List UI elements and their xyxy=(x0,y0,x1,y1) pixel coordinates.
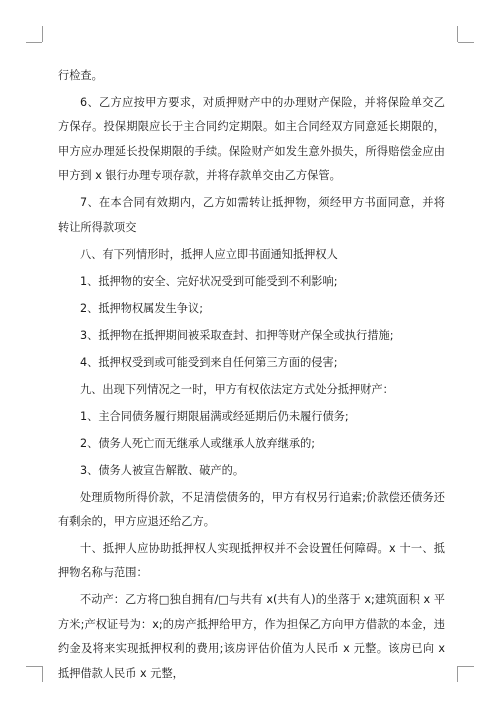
crop-mark-top-right xyxy=(458,42,474,43)
crop-mark-top-left xyxy=(42,26,43,42)
paragraph: 行检查。 xyxy=(58,69,103,82)
crop-mark-bottom-left xyxy=(26,666,42,667)
paragraph: 1、抵押物的安全、完好状况受到可能受到不利影响; xyxy=(80,274,338,288)
paragraph: 1、主合同债务履行期限届满或经延期后仍未履行债务; xyxy=(80,409,349,423)
crop-mark-top-left xyxy=(26,42,42,43)
crop-mark-bottom-left xyxy=(42,666,43,682)
paragraph: 九、出现下列情况之一时，甲方有权依法定方式处分抵押财产： xyxy=(80,382,394,396)
crop-mark-top-right xyxy=(457,26,458,42)
paragraph: 7、在本合同有效期内，乙方如需转让抵押物，须经甲方书面同意，并将转让所得款项交 xyxy=(58,196,445,234)
paragraph: 3、债务人被宣告解散、破产的。 xyxy=(80,463,245,477)
paragraph: 4、抵押权受到或可能受到来自任何第三方面的侵害; xyxy=(80,355,338,369)
paragraph: 十、抵押人应协助抵押权人实现抵押权并不会设置任何障碍。x 十一、抵押物名称与范围： xyxy=(58,542,445,580)
paragraph: 3、抵押物在抵押期间被采取查封、扣押等财产保全或执行措施; xyxy=(80,328,394,342)
paragraph: 不动产：乙方将□独自拥有/□与共有 x(共有人)的坐落于 x;建筑面积 x 平方米;产权证号为：x;的房产抵押给甲方，作为担保乙方向甲方借款的本金，违约金及将来实现抵押权利的费用;该房评估价值为人民币 x 元整。该房已向 x 抵押借款人民币 x 元整， xyxy=(58,593,445,680)
paragraph: 6、乙方应按甲方要求，对质押财产中的办理财产保险，并将保险单交乙方保存。投保期限应长于主合同约定期限。如主合同经双方同意延长期限的，甲方应办理延长投保期限的手续。保险财产如发生意外损失，所得赔偿金应由甲方到 x 银行办理专项存款，并将存款单交由乙方保管。 xyxy=(58,96,445,183)
paragraph: 2、抵押物权属发生争议; xyxy=(80,301,204,315)
paragraph: 八、有下列情形时，抵押人应立即书面通知抵押权人 xyxy=(80,247,338,261)
paragraph: 处理质物所得价款，不足清偿债务的，甲方有权另行追索;价款偿还债务还有剩余的，甲方应退还给乙方。 xyxy=(58,490,445,529)
crop-mark-bottom-right xyxy=(457,666,458,682)
crop-mark-bottom-right xyxy=(458,666,474,667)
paragraph: 2、债务人死亡而无继承人或继承人放弃继承的; xyxy=(80,436,316,450)
document-body xyxy=(58,64,445,689)
